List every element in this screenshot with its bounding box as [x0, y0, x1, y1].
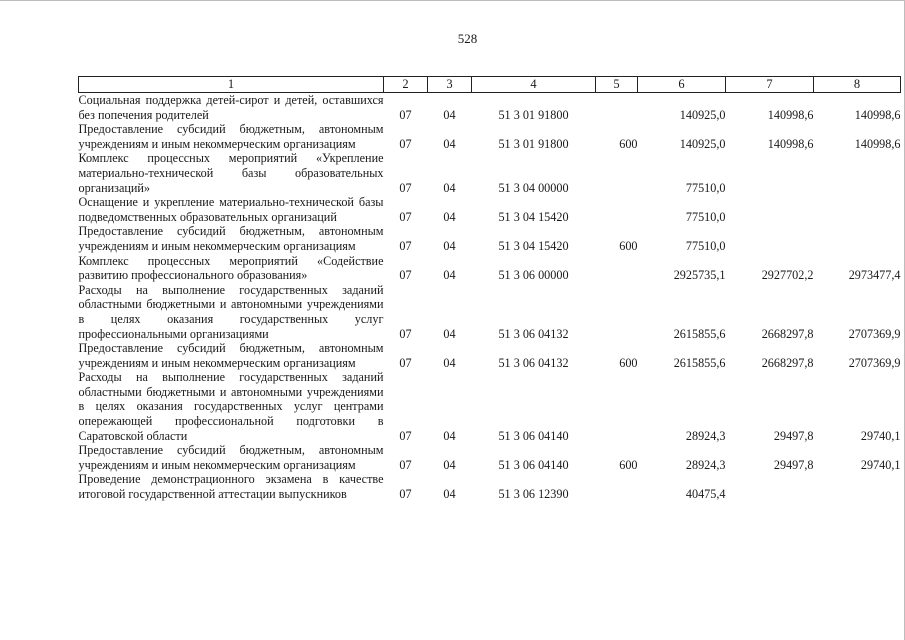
expense-type-code	[596, 93, 638, 123]
target-article-code: 51 3 06 04132	[498, 326, 569, 341]
table-row	[79, 370, 901, 443]
subsection-code: 04	[443, 107, 456, 122]
amount-year-1: 40475,4	[685, 487, 726, 502]
amount-year-3	[814, 195, 901, 224]
header-col-3: 3	[428, 77, 472, 93]
amount-year-2: 29497,8	[773, 457, 814, 472]
item-name: Проведение демонстрационного экзамена в качестве итоговой государственной аттестации выпускников	[78, 472, 384, 502]
table-body	[79, 93, 901, 502]
item-name: Предоставление субсидий бюджетным, автономным учреждениям и иным некоммерческим организациям	[78, 443, 384, 472]
section-code: 07	[399, 355, 412, 370]
target-article-code: 51 3 04 00000	[498, 180, 569, 195]
amount-year-3: 2707369,9	[848, 355, 901, 370]
section-code: 07	[399, 457, 412, 472]
amount-year-1: 28924,3	[685, 457, 726, 472]
table-row	[79, 93, 901, 123]
expense-type-code: 600	[619, 457, 638, 472]
amount-year-2: 2668297,8	[761, 355, 814, 370]
table-row	[79, 151, 901, 195]
subsection-code: 04	[443, 326, 456, 341]
header-col-1: 1	[79, 77, 384, 93]
expense-type-code: 600	[619, 238, 638, 253]
amount-year-3: 2707369,9	[848, 326, 901, 341]
item-name: Предоставление субсидий бюджетным, автономным учреждениям и иным некоммерческим организациям	[78, 224, 384, 253]
table-row	[79, 472, 901, 501]
item-name: Комплекс процессных мероприятий «Укрепление материально-технической базы образовательных организаций»	[78, 151, 384, 195]
section-code: 07	[399, 326, 412, 341]
table-row	[79, 283, 901, 341]
section-code: 07	[399, 428, 412, 443]
amount-year-1: 77510,0	[685, 180, 726, 195]
section-code: 07	[399, 487, 412, 502]
amount-year-1: 2615855,6	[673, 355, 726, 370]
expense-type-code: 600	[619, 355, 638, 370]
amount-year-3	[814, 224, 901, 253]
item-name: Оснащение и укрепление материально-технической базы подведомственных образовательных организаций	[78, 195, 384, 224]
header-col-2: 2	[384, 77, 428, 93]
header-col-6: 6	[638, 77, 726, 93]
target-article-code: 51 3 04 15420	[498, 209, 569, 224]
subsection-code: 04	[443, 180, 456, 195]
amount-year-1: 140925,0	[679, 136, 726, 151]
section-code: 07	[399, 136, 412, 151]
expense-type-code	[596, 254, 638, 283]
amount-year-2: 140998,6	[767, 107, 814, 122]
target-article-code: 51 3 01 91800	[498, 107, 569, 122]
target-article-code: 51 3 06 00000	[498, 268, 569, 283]
expense-type-code	[596, 195, 638, 224]
amount-year-1: 77510,0	[685, 209, 726, 224]
budget-table	[78, 76, 901, 502]
item-name: Расходы на выполнение государственных заданий областными бюджетными и автономными учреждениями в целях оказания государственных услуг профессиональными организациями	[78, 282, 384, 341]
amount-year-2	[726, 195, 814, 224]
table-row	[79, 122, 901, 151]
amount-year-2: 2668297,8	[761, 326, 814, 341]
header-col-8: 8	[814, 77, 901, 93]
subsection-code: 04	[443, 238, 456, 253]
target-article-code: 51 3 06 12390	[498, 487, 569, 502]
subsection-code: 04	[443, 209, 456, 224]
expense-type-code	[596, 472, 638, 501]
amount-year-3: 2973477,4	[848, 268, 901, 283]
amount-year-2	[726, 224, 814, 253]
subsection-code: 04	[443, 487, 456, 502]
expense-type-code: 600	[619, 136, 638, 151]
section-code: 07	[399, 209, 412, 224]
amount-year-2	[726, 151, 814, 195]
section-code: 07	[399, 180, 412, 195]
table-row	[79, 224, 901, 253]
page-border-top	[0, 0, 905, 1]
item-name: Предоставление субсидий бюджетным, автономным учреждениям и иным некоммерческим организациям	[78, 341, 384, 370]
table-header-row	[79, 77, 901, 93]
amount-year-1: 2615855,6	[673, 326, 726, 341]
target-article-code: 51 3 06 04132	[498, 355, 569, 370]
expense-type-code	[596, 370, 638, 443]
item-name: Предоставление субсидий бюджетным, автономным учреждениям и иным некоммерческим организациям	[78, 122, 384, 151]
amount-year-2: 29497,8	[773, 428, 814, 443]
table-row	[79, 341, 901, 370]
amount-year-3: 29740,1	[860, 428, 901, 443]
target-article-code: 51 3 01 91800	[498, 136, 569, 151]
amount-year-1: 140925,0	[679, 107, 726, 122]
table-row	[79, 254, 901, 283]
section-code: 07	[399, 238, 412, 253]
amount-year-1: 28924,3	[685, 428, 726, 443]
amount-year-2: 140998,6	[767, 136, 814, 151]
item-name: Комплекс процессных мероприятий «Содействие развитию профессионального образования»	[78, 253, 384, 283]
table-row	[79, 195, 901, 224]
header-col-4: 4	[472, 77, 596, 93]
subsection-code: 04	[443, 428, 456, 443]
target-article-code: 51 3 04 15420	[498, 238, 569, 253]
amount-year-1: 2925735,1	[673, 268, 726, 283]
table-row	[79, 443, 901, 472]
amount-year-2: 2927702,2	[761, 268, 814, 283]
header-col-5: 5	[596, 77, 638, 93]
amount-year-3	[814, 472, 901, 501]
amount-year-3: 29740,1	[860, 457, 901, 472]
subsection-code: 04	[443, 268, 456, 283]
section-code: 07	[399, 107, 412, 122]
target-article-code: 51 3 06 04140	[498, 457, 569, 472]
expense-type-code	[596, 151, 638, 195]
amount-year-3	[814, 151, 901, 195]
item-name: Социальная поддержка детей-сирот и детей, оставшихся без попечения родителей	[78, 93, 384, 122]
item-name: Расходы на выполнение государственных заданий областными бюджетными и автономными учреждениями в целях оказания государственных услуг центрами опережающей профессиональной подготовки в Саратовской области	[78, 370, 384, 443]
page-number: 528	[457, 31, 478, 46]
subsection-code: 04	[443, 136, 456, 151]
target-article-code: 51 3 06 04140	[498, 428, 569, 443]
expense-type-code	[596, 283, 638, 341]
amount-year-2	[726, 472, 814, 501]
amount-year-3: 140998,6	[854, 136, 901, 151]
subsection-code: 04	[443, 355, 456, 370]
section-code: 07	[399, 268, 412, 283]
amount-year-3: 140998,6	[854, 107, 901, 122]
header-col-7: 7	[726, 77, 814, 93]
subsection-code: 04	[443, 457, 456, 472]
amount-year-1: 77510,0	[685, 238, 726, 253]
